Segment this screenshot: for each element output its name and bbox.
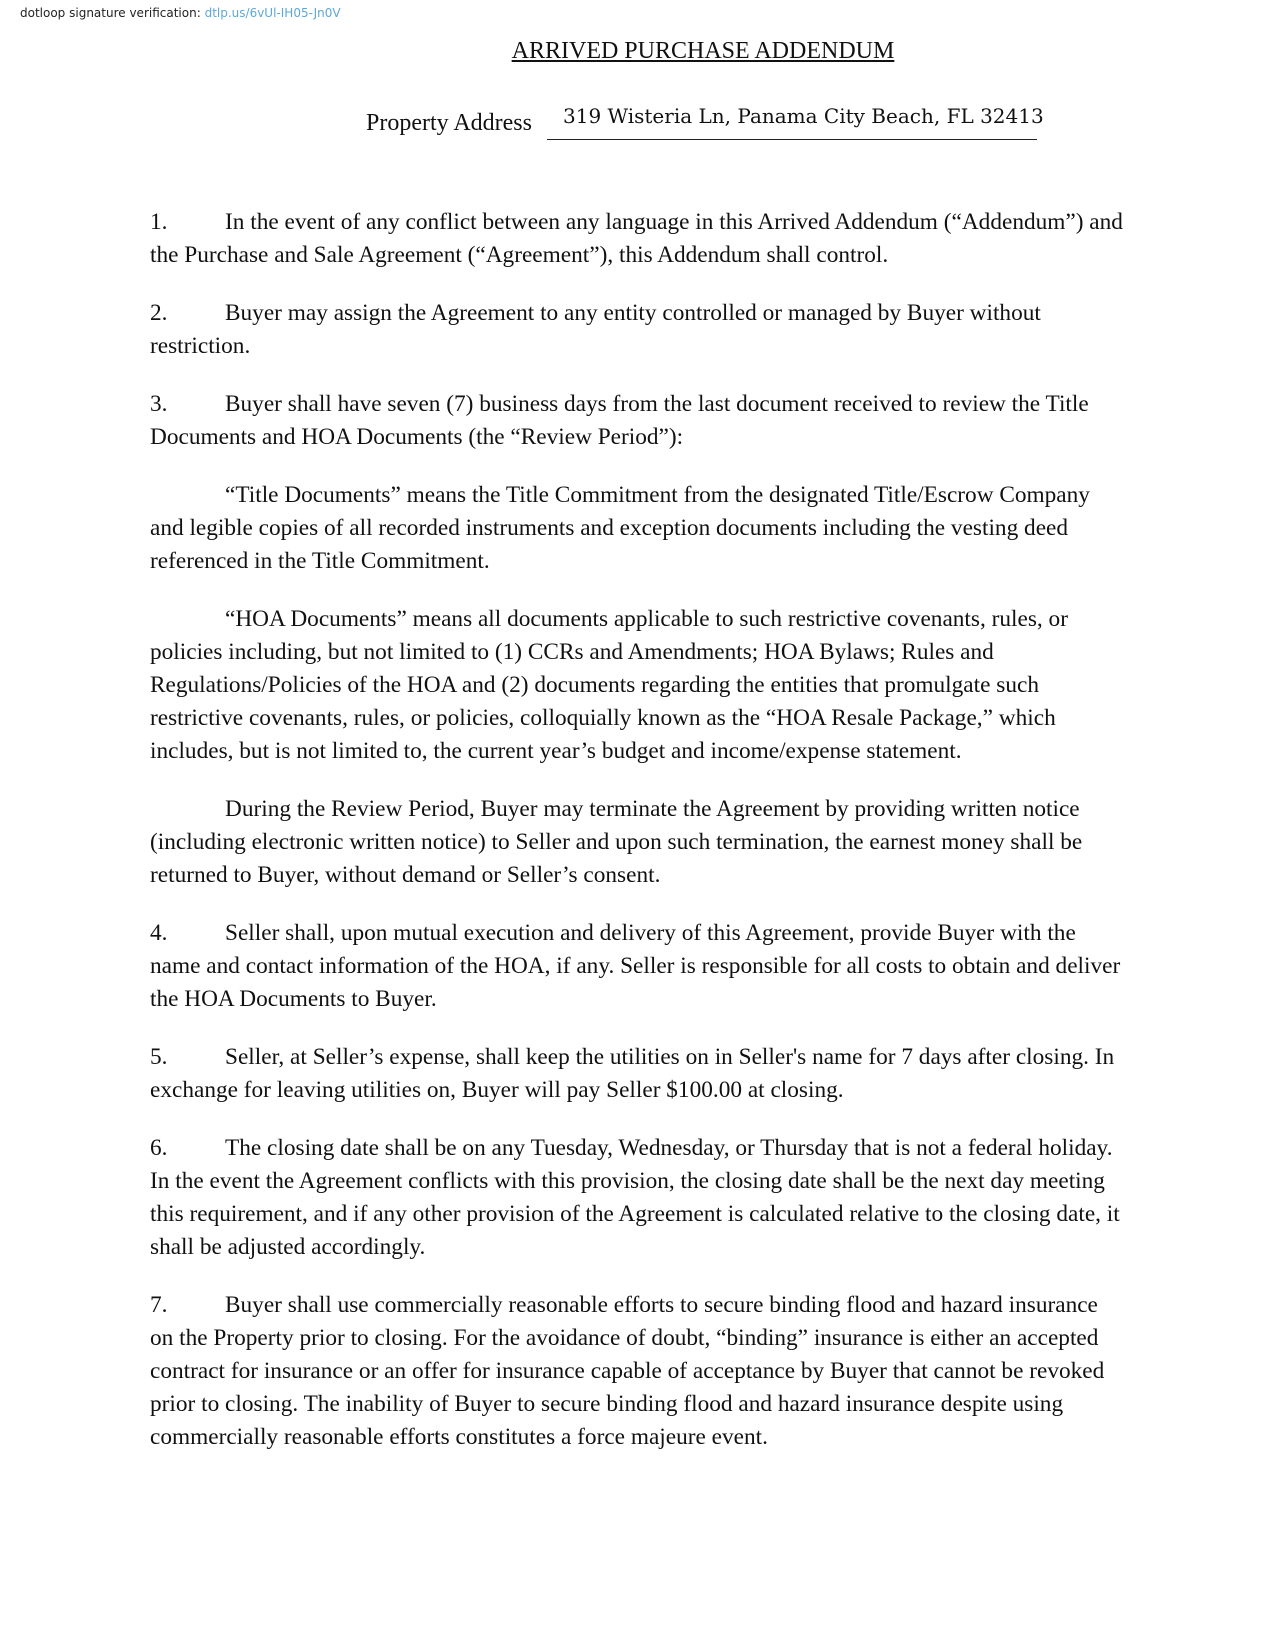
property-address-value: 319 Wisteria Ln, Panama City Beach, FL 32413 <box>563 104 1044 128</box>
signature-verification <box>20 6 341 20</box>
review-period-termination: During the Review Period, Buyer may terminate the Agreement by providing written notice (including electronic written notice) to Seller and upon such termination, the earnest money shall be returned to Buyer, without demand or Seller’s consent. <box>150 796 1083 888</box>
verification-link[interactable]: dtlp.us/6vUl-IH05-Jn0V <box>204 6 341 20</box>
section-text: Buyer may assign the Agreement to any entity controlled or managed by Buyer without restriction. <box>150 300 1041 359</box>
property-address-label: Property Address <box>366 110 532 136</box>
section-number: 1. <box>150 209 168 235</box>
section-5 <box>150 1041 1125 1107</box>
section-number: 2. <box>150 300 168 326</box>
section-text: The closing date shall be on any Tuesday, Wednesday, or Thursday that is not a federal holiday. In the event the Agreement conflicts with this provision, the closing date shall be the next day meeting this requirement, and if any other provision of the Agreement is calculated relative to the closing date, it shall be adjusted accordingly. <box>150 1135 1120 1260</box>
title-documents-definition: “Title Documents” means the Title Commitment from the designated Title/Escrow Company and legible copies of all recorded instruments and exception documents including the vesting deed referenced in the Title Commitment. <box>150 482 1090 574</box>
property-address-underline <box>547 139 1037 140</box>
section-number: 7. <box>150 1292 168 1318</box>
hoa-documents-definition: “HOA Documents” means all documents applicable to such restrictive covenants, rules, or policies including, but not limited to (1) CCRs and Amendments; HOA Bylaws; Rules and Regulations/Policies of the HOA and (2) documents regarding the entities that promulgate such restrictive covenants, rules, or policies, colloquially known as the “HOA Resale Package,” which includes, but is not limited to, the current year’s budget and income/expense statement. <box>150 606 1068 764</box>
section-1 <box>150 206 1125 272</box>
section-text: Buyer shall use commercially reasonable efforts to secure binding flood and hazard insurance on the Property prior to closing. For the avoidance of doubt, “binding” insurance is either an accepted contract for insurance or an offer for insurance capable of acceptance by Buyer that cannot be revoked prior to closing. The inability of Buyer to secure binding flood and hazard insurance despite using commercially reasonable efforts constitutes a force majeure event. <box>150 1292 1105 1450</box>
section-number: 6. <box>150 1135 168 1161</box>
section-7 <box>150 1289 1125 1454</box>
section-6 <box>150 1132 1125 1264</box>
document-title: ARRIVED PURCHASE ADDENDUM <box>511 38 895 64</box>
section-2 <box>150 297 1125 363</box>
section-number: 3. <box>150 391 168 417</box>
section-number: 5. <box>150 1044 168 1070</box>
section-number: 4. <box>150 920 168 946</box>
section-4 <box>150 917 1125 1016</box>
section-text: Buyer shall have seven (7) business days from the last document received to review the Title Documents and HOA Documents (the “Review Period”): <box>150 391 1089 450</box>
addendum-body <box>150 206 1125 1479</box>
section-text: Seller shall, upon mutual execution and delivery of this Agreement, provide Buyer with the name and contact information of the HOA, if any. Seller is responsible for all costs to obtain and deliver the HOA Documents to Buyer. <box>150 920 1121 1012</box>
section-3 <box>150 388 1125 454</box>
section-text: In the event of any conflict between any language in this Arrived Addendum (“Addendum”) and the Purchase and Sale Agreement (“Agreement”), this Addendum shall control. <box>150 209 1123 268</box>
verification-label: dotloop signature verification: <box>20 6 201 20</box>
section-text: Seller, at Seller’s expense, shall keep the utilities on in Seller's name for 7 days after closing. In exchange for leaving utilities on, Buyer will pay Seller $100.00 at closing. <box>150 1044 1115 1103</box>
